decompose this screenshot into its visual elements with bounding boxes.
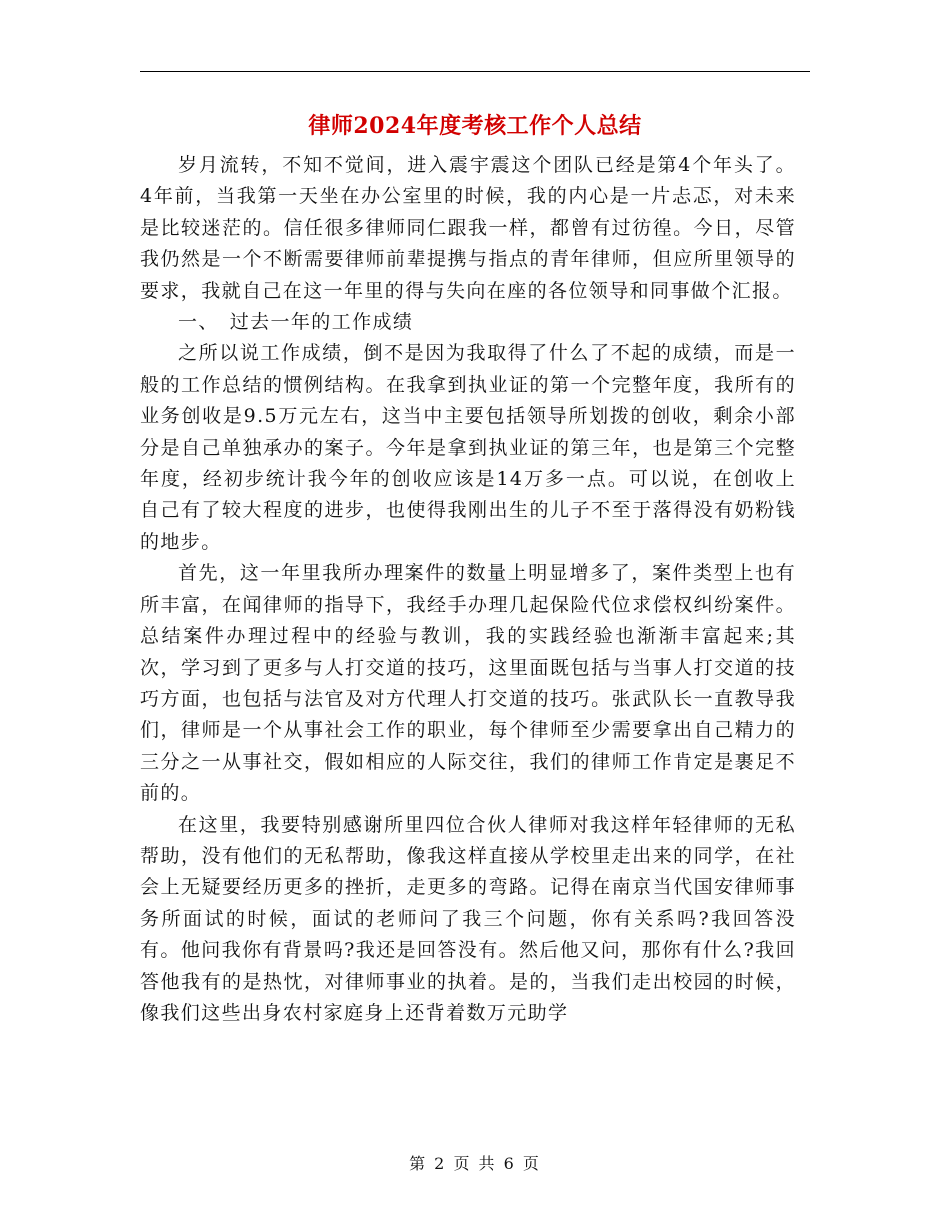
paragraph-first-second: 首先，这一年里我所办理案件的数量上明显增多了，案件类型上也有所丰富，在闻律师的指导下，我经手办理几起保险代位求偿权纠纷案件。总结案件办理过程中的经验与教训，我的实践经验也渐渐丰富起来;其次，学习到了更多与人打交道的技巧，这里面既包括与当事人打交道的技巧方面，也包括与法官及对方代理人打交道的技巧。张武队长一直教导我们，律师是一个从事社会工作的职业，每个律师至少需要拿出自己精力的三分之一从事社交，假如相应的人际交往，我们的律师工作肯定是裹足不前的。 xyxy=(140,562,796,805)
document-body xyxy=(140,150,796,1029)
paragraph-intro: 岁月流转，不知不觉间，进入震宇震这个团队已经是第4个年头了。4年前，当我第一天坐在办公室里的时候，我的内心是一片忐忑，对未来是比较迷茫的。信任很多律师同仁跟我一样，都曾有过彷徨。今日，尽管我仍然是一个不断需要律师前辈提携与指点的青年律师，但应所里领导的要求，我就自己在这一年里的得与失向在座的各位领导和同事做个汇报。 xyxy=(140,154,796,302)
paragraph-thanks: 在这里，我要特别感谢所里四位合伙人律师对我这样年轻律师的无私帮助，没有他们的无私帮助，像我这样直接从学校里走出来的同学，在社会上无疑要经历更多的挫折，走更多的弯路。记得在南京当代国安律师事务所面试的时候，面试的老师问了我三个问题，你有关系吗?我回答没有。他问我你有背景吗?我还是回答没有。然后他又问，那你有什么?我回答他我有的是热忱，对律师事业的执着。是的，当我们走出校园的时候，像我们这些出身农村家庭身上还背着数万元助学 xyxy=(140,813,796,1024)
section-heading: 一、 过去一年的工作成绩 xyxy=(178,311,414,334)
page-number: 第 2 页 共 6 页 xyxy=(409,1154,541,1173)
document-title: 律师2024年度考核工作个人总结 xyxy=(308,113,642,139)
header-rule xyxy=(140,71,810,72)
paragraph-achievements: 之所以说工作成绩，倒不是因为我取得了什么了不起的成绩，而是一般的工作总结的惯例结构。在我拿到执业证的第一个完整年度，我所有的业务创收是9.5万元左右，这当中主要包括领导所划拨的创收，剩余小部分是自己单独承办的案子。今年是拿到执业证的第三年，也是第三个完整年度，经初步统计我今年的创收应该是14万多一点。可以说，在创收上自己有了较大程度的进步，也使得我刚出生的儿子不至于落得没有奶粉钱的地步。 xyxy=(140,342,796,553)
